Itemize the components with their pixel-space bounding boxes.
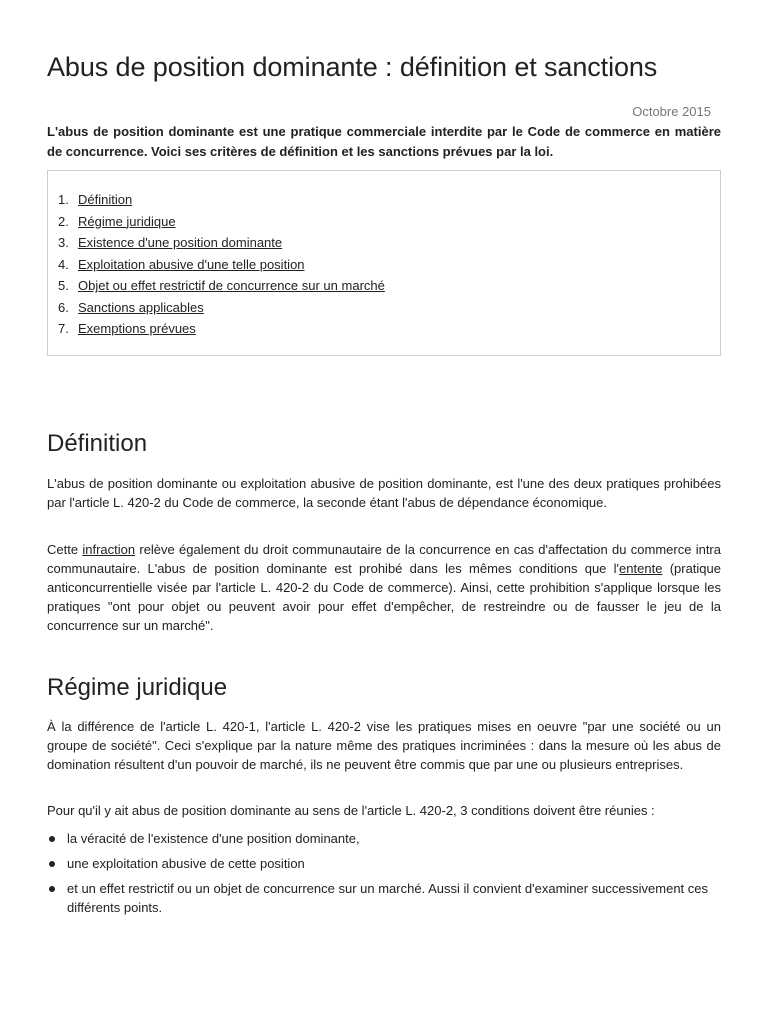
definition-paragraph-2 bbox=[47, 540, 721, 635]
toc-item bbox=[58, 275, 708, 297]
toc-item-number: 1. bbox=[58, 192, 69, 207]
bullet-icon bbox=[49, 836, 55, 842]
regime-paragraph-1: À la différence de l'article L. 420-1, l'article L. 420-2 vise les pratiques mises en oeuvre "par une société ou un groupe de société". Ceci s'explique par la nature même des pratiques incriminées : dans la mesure où les abus de domination résultent d'un pouvoir de marché, ils ne peuvent être commis que par une ou plusieurs entreprises. bbox=[47, 719, 721, 772]
toc-item-number: 2. bbox=[58, 213, 69, 229]
toc-link-objet-effet[interactable]: Objet ou effet restrictif de concurrence sur un marché bbox=[78, 278, 385, 293]
list-item bbox=[47, 829, 721, 848]
toc-item bbox=[58, 318, 708, 340]
toc-item bbox=[58, 232, 708, 254]
toc-link-exemptions[interactable]: Exemptions prévues bbox=[78, 321, 196, 336]
page-title: Abus de position dominante : définition et sanctions bbox=[47, 52, 658, 82]
publication-date: Octobre 2015 bbox=[632, 104, 711, 119]
toc-item-number: 5. bbox=[58, 278, 69, 293]
infraction-link[interactable]: infraction bbox=[82, 542, 136, 557]
list-item-text: une exploitation abusive de cette position bbox=[67, 856, 305, 871]
entente-link[interactable]: entente bbox=[619, 561, 663, 576]
table-of-contents bbox=[47, 170, 721, 356]
regime-paragraph-2: Pour qu'il y ait abus de position dominante au sens de l'article L. 420-2, 3 conditions doivent être réunies : bbox=[47, 803, 655, 818]
lead-paragraph: L'abus de position dominante est une pratique commerciale interdite par le Code de commerce en matière de concurrence. Voici ses critères de définition et les sanctions prévues par la loi. bbox=[47, 124, 721, 159]
toc-link-existence[interactable]: Existence d'une position dominante bbox=[78, 235, 283, 250]
list-item bbox=[47, 879, 721, 917]
list-item-text: et un effet restrictif ou un objet de concurrence sur un marché. Aussi il convient d'examiner successivement ces différents points. bbox=[67, 881, 709, 915]
toc-item-number: 6. bbox=[58, 299, 69, 315]
toc-item bbox=[58, 211, 708, 233]
toc-item bbox=[58, 297, 708, 319]
section-heading-definition: Définition bbox=[47, 430, 148, 457]
toc-item bbox=[58, 254, 708, 276]
toc-link-regime-juridique[interactable]: Régime juridique bbox=[78, 213, 176, 229]
text-segment: Cette bbox=[47, 542, 83, 557]
text-segment: relève également du droit communautaire de la concurrence en cas d'affectation du commerce intra communautaire. L'abus de position dominante est prohibé dans les mêmes conditions que l' bbox=[47, 542, 721, 576]
toc-item bbox=[58, 189, 708, 211]
definition-paragraph-1: L'abus de position dominante ou exploitation abusive de position dominante, est l'une des deux pratiques prohibées par l'article L. 420-2 du Code de commerce, la seconde étant l'abus de dépendance économique. bbox=[47, 476, 721, 510]
text-segment: (pratique anticoncurrentielle visée par l'article L. 420-2 du Code de commerce). Ainsi, cette prohibition s'applique lorsque les pratiques "ont pour objet ou peuvent avoir pour effet d'empêcher, de restreindre ou de fausser le jeu de la concurrence sur un marché". bbox=[47, 561, 721, 633]
toc-link-exploitation[interactable]: Exploitation abusive d'une telle position bbox=[78, 256, 305, 272]
list-item bbox=[47, 854, 721, 873]
section-heading-regime-juridique: Régime juridique bbox=[47, 674, 228, 701]
toc-item-number: 4. bbox=[58, 256, 69, 272]
bullet-icon bbox=[49, 861, 55, 867]
conditions-list bbox=[47, 829, 721, 923]
list-item-text: la véracité de l'existence d'une position dominante, bbox=[67, 831, 360, 846]
toc-item-number: 3. bbox=[58, 235, 69, 250]
toc-link-definition[interactable]: Définition bbox=[78, 192, 133, 207]
bullet-icon bbox=[49, 886, 55, 892]
toc-link-sanctions[interactable]: Sanctions applicables bbox=[78, 299, 204, 315]
toc-item-number: 7. bbox=[58, 321, 69, 336]
